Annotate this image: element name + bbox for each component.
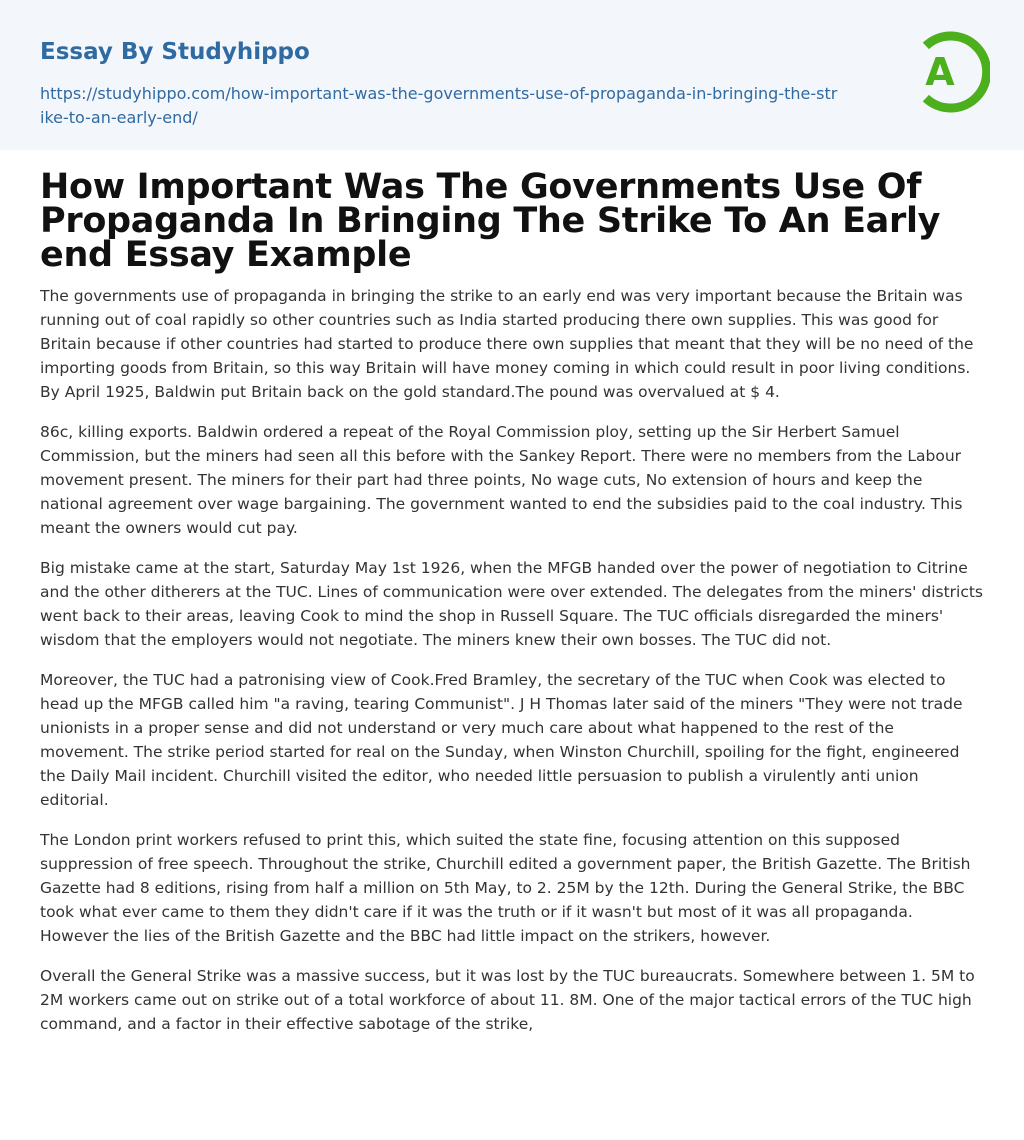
paragraph: Big mistake came at the start, Saturday May 1st 1926, when the MFGB handed over the power of negotiation to Citrine and the other ditherers at the TUC. Lines of communication were over extended. The delegates from the miners' districts went back to their areas, leaving Cook to mind the shop in Russell Square. The TUC officials disregarded the miners' wisdom that the employers would not negotiate. The miners knew their own bosses. The TUC did not. bbox=[40, 559, 984, 649]
paragraph: The London print workers refused to print this, which suited the state fine, focusing attention on this supposed suppression of free speech. Throughout the strike, Churchill edited a government paper, the British Gazette. The British Gazette had 8 editions, rising from half a million on 5th May, to 2. 25M by the 12th. During the General Strike, the BBC took what ever came to them they didn't care if it was the truth or if it wasn't but most of it was all propaganda. However the lies of the British Gazette and the BBC had little impact on the strikers, however. bbox=[40, 831, 971, 945]
article bbox=[40, 167, 984, 1052]
essay-url-link[interactable]: https://studyhippo.com/how-important-was-the-governments-use-of-propaganda-in-bringing-the-strike-to-an-early-end/ bbox=[40, 84, 838, 127]
paragraph: 86c, killing exports. Baldwin ordered a repeat of the Royal Commission ploy, setting up the Sir Herbert Samuel Commission, but the miners had seen all this before with the Sankey Report. There were no members from the Labour movement present. The miners for their part had three points, No wage cuts, No extension of hours and keep the national agreement over wage bargaining. The government wanted to end the subsidies paid to the coal industry. This meant the owners would cut pay. bbox=[40, 423, 963, 537]
paragraph: Moreover, the TUC had a patronising view of Cook.Fred Bramley, the secretary of the TUC when Cook was elected to head up the MFGB called him "a raving, tearing Communist". J H Thomas later said of the miners "They were not trade unionists in a proper sense and did not understand or very much care about what happened to the rest of the movement. The strike period started for real on the Sunday, when Winston Churchill, spoiling for the fight, engineered the Daily Mail incident. Churchill visited the editor, who needed little persuasion to publish a virulently anti union editorial. bbox=[40, 671, 963, 809]
studyhippo-logo-icon[interactable] bbox=[910, 28, 990, 116]
site-header bbox=[0, 0, 1024, 150]
paragraph: The governments use of propaganda in bringing the strike to an early end was very important because the Britain was running out of coal rapidly so other countries such as India started producing there own supplies. This was good for Britain because if other countries had started to produce there own supplies that meant that they will be no need of the importing goods from Britain, so this way Britain will have money coming in which could result in poor living conditions. By April 1925, Baldwin put Britain back on the gold standard.The pound was overvalued at $ 4. bbox=[40, 287, 974, 401]
page-title: How Important Was The Governments Use Of Propaganda In Bringing The Strike To An Early end Essay Example bbox=[40, 167, 941, 275]
paragraph: Overall the General Strike was a massive success, but it was lost by the TUC bureaucrats. Somewhere between 1. 5M to 2M workers came out on strike out of a total workforce of about 11. 8M. One of the major tactical errors of the TUC high command, and a factor in their effective sabotage of the strike, bbox=[40, 967, 975, 1033]
brand-title[interactable]: Essay By Studyhippo bbox=[40, 39, 310, 65]
logo-letter: A bbox=[925, 50, 955, 94]
